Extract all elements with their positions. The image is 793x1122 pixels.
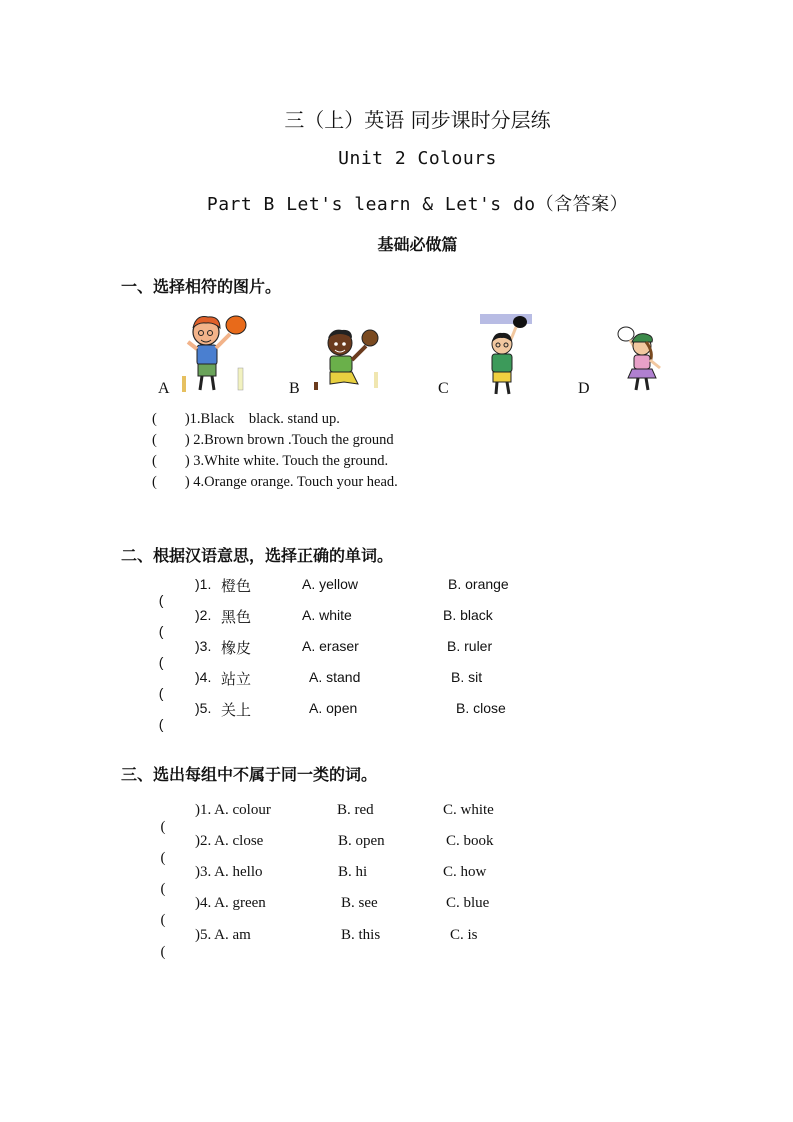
unit-title: Unit 2 Colours xyxy=(338,148,497,169)
level-subhead: 基础必做篇 xyxy=(377,235,458,254)
s2-row-1: ( )1. 橙色 A. yellow B. orange xyxy=(158,576,509,608)
s2-row-4: ( )4. 站立 A. stand B. sit xyxy=(158,669,483,701)
section3-heading: 三、选出每组中不属于同一类的词。 xyxy=(121,765,378,784)
s3-row-2: ( )2. A. close B. open C. book xyxy=(160,833,494,866)
girl-green-cap-white-paddle-figure xyxy=(612,322,668,394)
s3-row-4: ( )4. A. green B. see C. blue xyxy=(160,895,490,928)
kid-black-hair-black-paddle-figure xyxy=(478,312,534,396)
s1-question-3: ( ) 3.White white. Touch the ground. xyxy=(152,453,389,469)
picture-letter-d: D xyxy=(578,380,590,397)
s2-row-3: ( )3. 橡皮 A. eraser B. ruler xyxy=(158,638,493,670)
s3-row-1: ( )1. A. colour B. red C. white xyxy=(160,802,494,835)
page-title: 三（上）英语 同步课时分层练 xyxy=(284,108,551,132)
s1-question-1: ( )1.Black black. stand up. xyxy=(152,411,340,427)
picture-letter-c: C xyxy=(438,380,449,397)
picture-letter-b: B xyxy=(289,380,300,397)
s3-row-5: ( )5. A. am B. this C. is xyxy=(160,927,478,960)
s1-question-4: ( ) 4.Orange orange. Touch your head. xyxy=(152,474,398,490)
kid-brown-skin-brown-paddle-figure xyxy=(310,326,382,392)
s2-row-5: ( )5. 关上 A. open B. close xyxy=(158,700,506,732)
s2-row-2: ( )2. 黑色 A. white B. black xyxy=(158,607,493,639)
s3-row-3: ( )3. A. hello B. hi C. how xyxy=(160,864,487,897)
picture-letter-a: A xyxy=(158,380,170,397)
kid-red-hair-orange-paddle-figure xyxy=(176,312,248,394)
part-title: Part B Let's learn & Let's do（含答案） xyxy=(206,194,629,215)
section1-heading: 一、选择相符的图片。 xyxy=(121,277,282,296)
s1-question-2: ( ) 2.Brown brown .Touch the ground xyxy=(152,432,394,448)
section2-heading: 二、根据汉语意思，选择正确的单词。 xyxy=(121,546,394,565)
